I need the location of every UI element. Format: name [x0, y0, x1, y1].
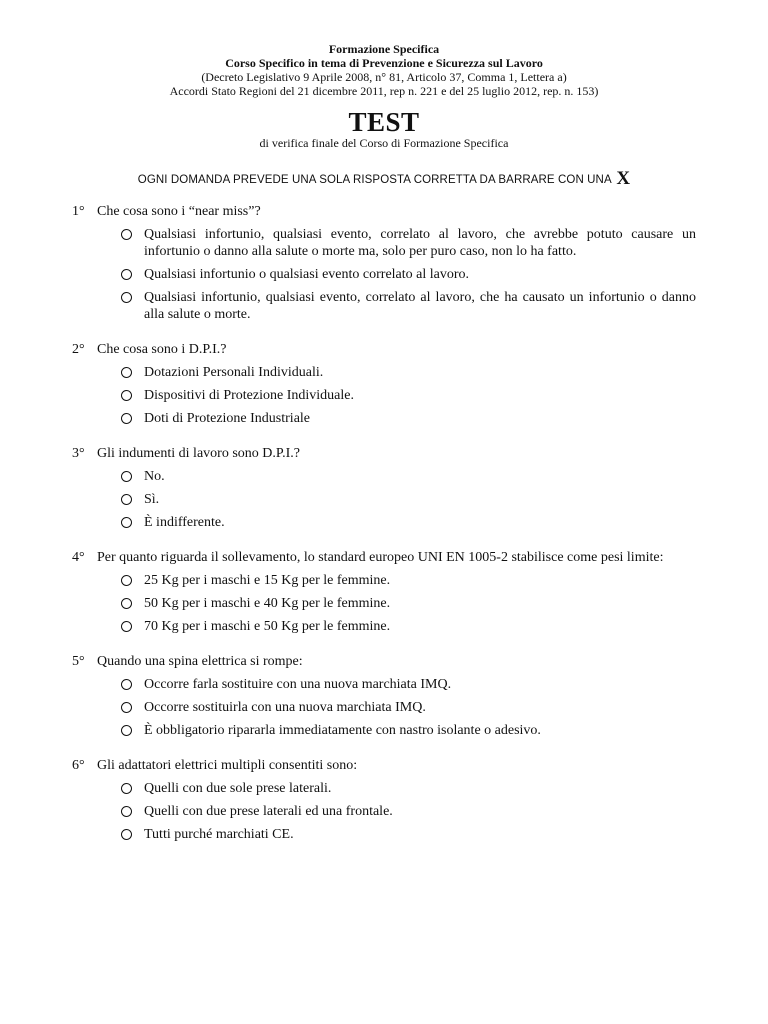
radio-circle-icon[interactable]	[121, 598, 132, 609]
instruction	[0, 168, 768, 190]
header-line-2: Corso Specifico in tema di Prevenzione e Sicurezza sul Lavoro	[225, 56, 543, 70]
answer-option[interactable]	[121, 803, 696, 820]
question-4	[72, 549, 696, 635]
answer-option[interactable]	[121, 468, 696, 485]
question-text: Quando una spina elettrica si rompe:	[97, 654, 303, 669]
question-number: 5°	[72, 654, 85, 669]
question-number: 3°	[72, 446, 85, 461]
radio-circle-icon[interactable]	[121, 679, 132, 690]
answer-option[interactable]	[121, 410, 696, 427]
question-text: Che cosa sono i D.P.I.?	[97, 342, 227, 357]
answer-option-text: Sì.	[144, 492, 160, 507]
header-line-1: Formazione Specifica	[328, 42, 440, 56]
question-3	[72, 445, 696, 531]
answer-option-text: Quelli con due sole prese laterali.	[144, 781, 332, 796]
radio-circle-icon[interactable]	[121, 783, 132, 794]
answer-option[interactable]	[121, 387, 696, 404]
radio-circle-icon[interactable]	[121, 575, 132, 586]
answer-option[interactable]	[121, 722, 696, 739]
answer-option-text: Tutti purché marchiati CE.	[144, 827, 294, 842]
question-text: Che cosa sono i “near miss”?	[97, 204, 261, 219]
test-subtitle: di verifica finale del Corso di Formazione Specifica	[259, 136, 509, 150]
radio-circle-icon[interactable]	[121, 292, 132, 303]
radio-circle-icon[interactable]	[121, 621, 132, 632]
radio-circle-icon[interactable]	[121, 829, 132, 840]
question-2	[72, 341, 696, 427]
radio-circle-icon[interactable]	[121, 806, 132, 817]
answer-option[interactable]	[121, 699, 696, 716]
answer-option[interactable]	[121, 491, 696, 508]
question-5	[72, 653, 696, 739]
answer-option-text: Qualsiasi infortunio, qualsiasi evento, correlato al lavoro, che ha causato un infortunio o danno alla salute o morte.	[144, 290, 696, 322]
instruction-text: OGNI DOMANDA PREVEDE UNA SOLA RISPOSTA CORRETTA DA BARRARE CON UNA	[137, 174, 612, 186]
answer-option-text: Dotazioni Personali Individuali.	[144, 365, 324, 380]
answer-option[interactable]	[121, 364, 696, 381]
answer-option[interactable]	[121, 226, 696, 260]
question-number: 1°	[72, 204, 85, 219]
answer-option[interactable]	[121, 514, 696, 531]
radio-circle-icon[interactable]	[121, 367, 132, 378]
answer-option-text: È indifferente.	[144, 515, 225, 530]
radio-circle-icon[interactable]	[121, 413, 132, 424]
answer-option-text: 25 Kg per i maschi e 15 Kg per le femmine.	[144, 573, 391, 588]
answer-option-text: 70 Kg per i maschi e 50 Kg per le femmine.	[144, 619, 391, 634]
radio-circle-icon[interactable]	[121, 390, 132, 401]
radio-circle-icon[interactable]	[121, 494, 132, 505]
header-line-3: (Decreto Legislativo 9 Aprile 2008, n° 81, Articolo 37, Comma 1, Lettera a)	[201, 70, 567, 84]
radio-circle-icon[interactable]	[121, 702, 132, 713]
answer-option[interactable]	[121, 572, 696, 589]
answer-option-text: Quelli con due prese laterali ed una frontale.	[144, 804, 393, 819]
radio-circle-icon[interactable]	[121, 229, 132, 240]
question-text: Gli adattatori elettrici multipli consentiti sono:	[97, 758, 358, 773]
answer-option-text: È obbligatorio ripararla immediatamente con nastro isolante o adesivo.	[144, 723, 541, 738]
question-6	[72, 757, 696, 843]
question-number: 6°	[72, 758, 85, 773]
answer-option-text: Occorre sostituirla con una nuova marchiata IMQ.	[144, 700, 426, 715]
question-1	[72, 203, 696, 323]
answer-option-text: Dispositivi di Protezione Individuale.	[144, 388, 354, 403]
header-line-4: Accordi Stato Regioni del 21 dicembre 2011, rep n. 221 e del 25 luglio 2012, rep. n. 153)	[169, 84, 599, 98]
answer-option[interactable]	[121, 595, 696, 612]
answer-option-text: Qualsiasi infortunio, qualsiasi evento, correlato al lavoro, che avrebbe potuto causare un infortunio o danno alla salute o morte ma, solo per puro caso, non lo ha fatto.	[144, 227, 696, 259]
answer-option[interactable]	[121, 266, 696, 283]
radio-circle-icon[interactable]	[121, 471, 132, 482]
radio-circle-icon[interactable]	[121, 725, 132, 736]
answer-option[interactable]	[121, 780, 696, 797]
test-title: TEST	[348, 107, 420, 137]
answer-option-text: Doti di Protezione Industriale	[144, 411, 311, 426]
answer-option[interactable]	[121, 676, 696, 693]
answer-option-text: Occorre farla sostituire con una nuova marchiata IMQ.	[144, 677, 452, 692]
answer-option[interactable]	[121, 618, 696, 635]
question-number: 4°	[72, 550, 85, 565]
answer-option-text: 50 Kg per i maschi e 40 Kg per le femmine.	[144, 596, 391, 611]
answer-option[interactable]	[121, 826, 696, 843]
question-text: Gli indumenti di lavoro sono D.P.I.?	[97, 446, 300, 461]
answer-option-text: No.	[144, 469, 165, 484]
answer-option[interactable]	[121, 289, 696, 323]
radio-circle-icon[interactable]	[121, 517, 132, 528]
question-list	[72, 203, 696, 861]
question-text: Per quanto riguarda il sollevamento, lo standard europeo UNI EN 1005-2 stabilisce come pesi limite:	[97, 550, 664, 565]
document-header	[0, 42, 768, 98]
question-number: 2°	[72, 342, 85, 357]
radio-circle-icon[interactable]	[121, 269, 132, 280]
answer-option-text: Qualsiasi infortunio o qualsiasi evento correlato al lavoro.	[144, 267, 470, 282]
instruction-mark: X	[616, 168, 631, 189]
